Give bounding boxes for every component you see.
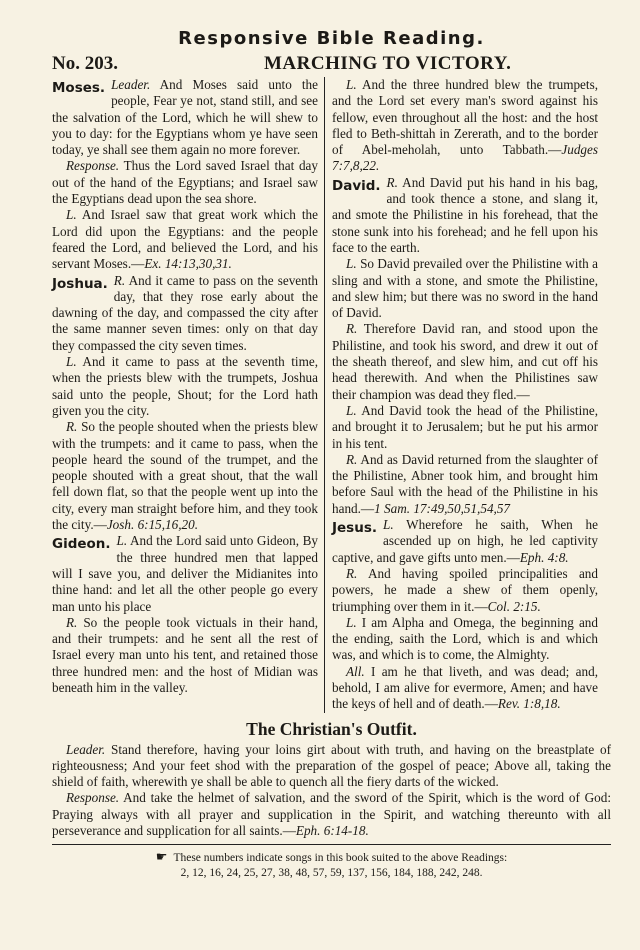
reader-label: L.: [66, 354, 77, 370]
reading-paragraph: [52, 615, 318, 696]
footer-note: These numbers indicate songs in this book suited to the above Readings:: [173, 852, 508, 865]
scripture-reference: Col. 2:15.: [487, 598, 541, 614]
outfit-title: The Christian's Outfit.: [246, 718, 417, 739]
verse-text: Thus the Lord saved Israel that day out of the hand of the Egyptians; and Israel saw the Egyptians dead upon the sea shore.: [52, 158, 318, 207]
reading-number: No. 203.: [52, 53, 118, 74]
reading-paragraph: [52, 273, 318, 354]
verse-text: And the Lord said unto Gideon, By the three hundred men that lapped will I save you, and deliver the Midianites into thine hand: and let all the other people go every man unto his place: [52, 533, 318, 614]
reader-label: L.: [116, 533, 128, 549]
verse-text: So the people took victuals in their hand, and their trumpets: and he sent all the rest of Israel every man unto his tent, and retained those three hundred men: and the host of Midian was beneath him in the valley.: [52, 614, 318, 695]
verse-text: And having spoiled principalities and powers, he made a shew of them openly, triumphing over them in it.—: [332, 565, 598, 614]
reader-label: R.: [66, 419, 78, 435]
verse-text: And David put his hand in his bag, and took thence a stone, and slang it, and smote the Philistine in his forehead, that the stone sunk into his forehead; and he fell upon his face to the earth.: [332, 174, 598, 255]
reader-label: L.: [346, 402, 357, 418]
scripture-reference: Eph. 6:14-18.: [295, 823, 369, 839]
reader-label: L.: [346, 77, 357, 92]
reading-paragraph: [52, 158, 318, 207]
right-column: [324, 77, 598, 713]
scripture-reference: Judges 7:7,8,22.: [332, 142, 598, 174]
reader-label: R.: [113, 272, 126, 288]
verse-text: And Israel saw that great work which the Lord did upon the Egyptians: and the people feared the Lord, and believed the Lord, and his servant Moses.—: [52, 207, 318, 272]
running-head: Responsive Bible Reading.: [178, 28, 485, 49]
verse-text: Therefore David ran, and stood upon the Philistine, and took his sword, and drew it out of the sheath thereof, and slew him, and cut off his head therewith. And when the Philistines saw their champion was dead they fled.—: [332, 321, 598, 402]
speaker-name: Gideon.: [52, 536, 111, 553]
verse-text: So the people shouted when the priests blew with the trumpets: and it came to pass, when the people heard the sound of the trumpet, and the people shouted with a great shout, that the wall fell down flat, so that the people went up into the city, every man straight before him, and they took the city.—: [52, 419, 318, 533]
verse-text: And as David returned from the slaughter of the Philistine, Abner took him, and brought him before Saul with the head of the Philistine in his hand.—: [332, 451, 598, 516]
reading-paragraph: [52, 419, 318, 533]
reading-paragraph: [332, 664, 598, 713]
title-row: [52, 53, 611, 75]
left-column: [52, 77, 324, 713]
reading-paragraph: [52, 77, 318, 158]
verse-text: And Moses said unto the people, Fear ye not, stand still, and see the salvation of the Lord, which he will shew to you to day: for the Egyptians whom ye have seen today, ye shall see them again no more forever.: [52, 77, 318, 158]
reader-label: L.: [346, 614, 357, 630]
verse-text: And take the helmet of salvation, and the sword of the Spirit, which is the word of God: Praying always with all prayer and supplication in the Spirit, and watching thereunto with all perseverance and supplication for all saints.—: [52, 790, 611, 839]
scripture-reference: Ex. 14:13,30,31.: [144, 256, 232, 272]
reader-label: Response.: [66, 158, 120, 174]
speaker-name: Moses.: [52, 80, 106, 96]
verse-text: And it came to pass at the seventh time, when the priests blew with the trumpets, Joshua said unto the people, Shout; for the Lord hath given you the city.: [52, 354, 318, 418]
verse-text: And the three hundred blew the trumpets, and the Lord set every man's sword against his fellow, even throughout all the host: and the host fled to Beth-shittah in Zererath, and to the border of Abel-meholah, unto Tabbath.—: [332, 77, 598, 158]
reading-paragraph: [332, 615, 598, 664]
footer-rule: [52, 844, 611, 845]
reader-label: Response.: [66, 790, 120, 806]
reading-paragraph: [332, 517, 598, 566]
scripture-reference: Josh. 6:15,16,20.: [106, 517, 199, 533]
reading-paragraph: [52, 742, 611, 791]
reading-paragraph: [332, 321, 598, 402]
reader-label: L.: [383, 517, 394, 533]
reader-label: R.: [346, 451, 358, 467]
reading-paragraph: [332, 77, 598, 175]
verse-text: So David prevailed over the Philistine with a sling and with a stone, and smote the Philistine, and slew him; but there was no sword in the hand of David.: [332, 256, 598, 321]
scripture-reference: 1 Sam. 17:49,50,51,54,57: [374, 500, 511, 516]
reader-label: All.: [346, 663, 365, 679]
speaker-name: Joshua.: [52, 275, 108, 292]
reading-paragraph: [52, 790, 611, 839]
reader-label: R.: [346, 321, 358, 337]
speaker-name: David.: [332, 177, 381, 194]
reading-paragraph: [52, 533, 318, 614]
speaker-name: Jesus.: [332, 520, 377, 537]
reader-label: R.: [66, 614, 78, 630]
verse-text: I am Alpha and Omega, the beginning and the ending, saith the Lord, which is and which was, and which is to come, the Almighty.: [332, 614, 598, 663]
footer-numbers: 2, 12, 16, 24, 25, 27, 38, 48, 57, 59, 137, 156, 184, 188, 242, 248.: [180, 867, 483, 880]
reader-label: R.: [346, 565, 358, 581]
reading-columns: [52, 77, 611, 713]
reader-label: Leader.: [111, 77, 151, 92]
scripture-reference: Rev. 1:8,18.: [497, 696, 561, 712]
verse-text: Stand therefore, having your loins girt about with truth, and having on the breastplate of righteousness; And your feet shod with the preparation of the gospel of peace; Above all, taking the shield of faith, wherewith ye shall be able to quench all the fiery darts of the wicked.: [52, 741, 611, 790]
footer: [52, 849, 611, 881]
reading-paragraph: [332, 175, 598, 256]
reading-paragraph: [332, 566, 598, 615]
outfit-body: [52, 742, 611, 840]
reading-paragraph: [332, 256, 598, 321]
reader-label: R.: [386, 174, 398, 190]
reading-paragraph: [332, 403, 598, 452]
reader-label: L.: [66, 207, 77, 223]
verse-text: And it came to pass on the seventh day, that they rose early about the dawning of the day, and compassed the city after the same manner seven times: only on that day they compassed the city seven times.: [52, 272, 318, 353]
reading-paragraph: [332, 452, 598, 517]
reading-paragraph: [52, 354, 318, 419]
reading-paragraph: [52, 207, 318, 272]
verse-text: And David took the head of the Philistine, and brought it to Jerusalem; but he put his armor in his tent.: [332, 402, 598, 451]
scripture-reference: Eph. 4:8.: [519, 549, 569, 565]
verse-text: I am he that liveth, and was dead; and, behold, I am alive for evermore, Amen; and have the keys of hell and of death.—: [332, 663, 598, 712]
reading-title: MARCHING TO VICTORY.: [264, 53, 512, 74]
reader-label: Leader.: [66, 741, 106, 757]
pointing-hand-icon: ☛: [155, 849, 168, 865]
reader-label: L.: [346, 256, 357, 272]
verse-text: Wherefore he saith, When he ascended up on high, he led captivity captive, and gave gifts unto men.—: [332, 517, 598, 565]
